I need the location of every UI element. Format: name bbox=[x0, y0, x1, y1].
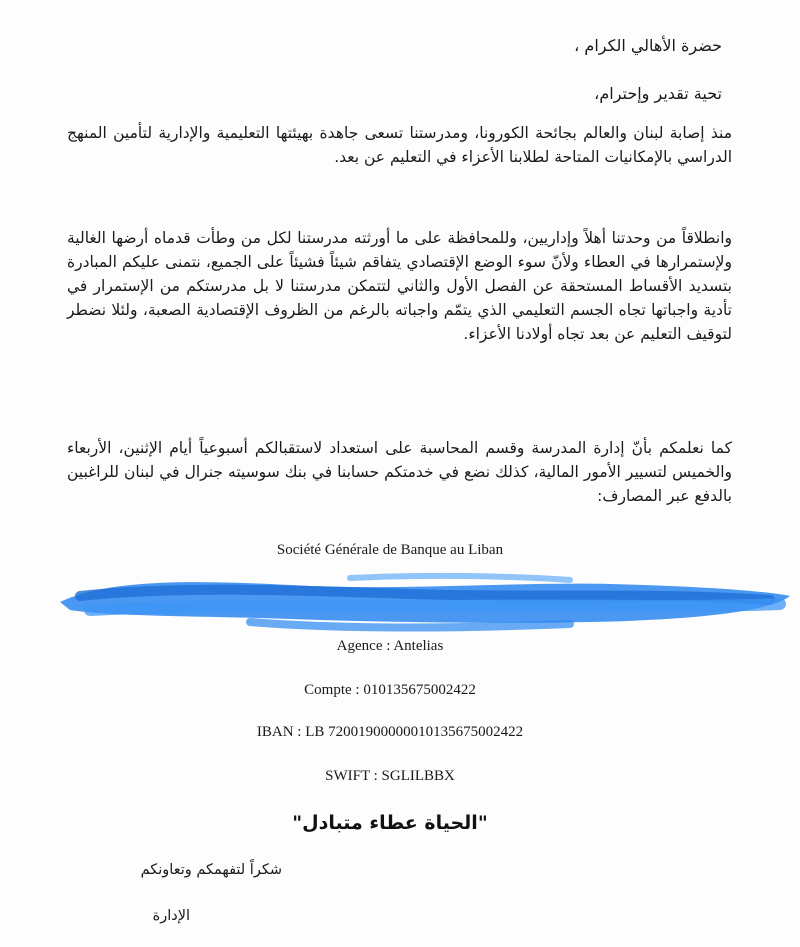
paragraph-1: منذ إصابة لبنان والعالم بجائحة الكورونا، ومدرستنا تسعى جاهدة بهيئتها التعليمية والإدارية لتأمين المنهج الدراسي بالإمكانيات المتاحة لطلابنا الأعزاء في التعليم عن بعد. bbox=[67, 124, 732, 166]
redaction-scribble bbox=[50, 560, 795, 640]
greeting: تحية تقدير وإحترام، bbox=[594, 84, 722, 103]
paragraph-3: كما نعلمكم بأنّ إدارة المدرسة وقسم المحاسبة على استعداد لاستقبالكم أسبوعياً أيام الإثنين، الأربعاء والخميس لتسيير الأمور المالية، كذلك نضع في خدمتكم حسابنا في بنك سوسيته جنرال في لبنان للراغبين بالدفع عبر المصارف: bbox=[67, 439, 732, 505]
closing-thanks: شكراً لتفهمكم وتعاونكم bbox=[140, 862, 282, 878]
bank-swift: SWIFT : SGLILBBX bbox=[325, 768, 455, 784]
bank-agency: Agence : Antelias bbox=[336, 638, 444, 654]
motto: "الحياة عطاء متبادل" bbox=[292, 812, 488, 834]
bank-account: Compte : 010135675002422 bbox=[304, 682, 476, 698]
paragraph-2: وانطلاقاً من وحدتنا أهلاً وإداريين، وللمحافظة على ما أورثته مدرستنا لكل من وطأت قدماه أرضها الغالية ولإستمرارها في العطاء ولأنّ سوء الوضع الإقتصادي يتفاقم شيئاً فشيئاً على الجميع، نتمنى عليكم المبادرة بتسديد الأقساط المستحقة عن الفصل الأول والثاني لتتمكن مدرستنا لا بل مدرستكم من الإستمرار في تأدية واجباتها تجاه الجسم التعليمي الذي يتمّم واجباته بالرغم من الظروف الإقتصادية الصعبة، ولئلا نضطر لتوقيف التعليم عن بعد تجاه أولادنا الأعزاء. bbox=[67, 229, 732, 343]
bank-iban: IBAN : LB 72001900000010135675002422 bbox=[256, 724, 524, 740]
bank-name: Société Générale de Banque au Liban bbox=[276, 542, 504, 558]
salutation: حضرة الأهالي الكرام ، bbox=[574, 36, 722, 55]
closing-signature: الإدارة bbox=[152, 908, 190, 924]
